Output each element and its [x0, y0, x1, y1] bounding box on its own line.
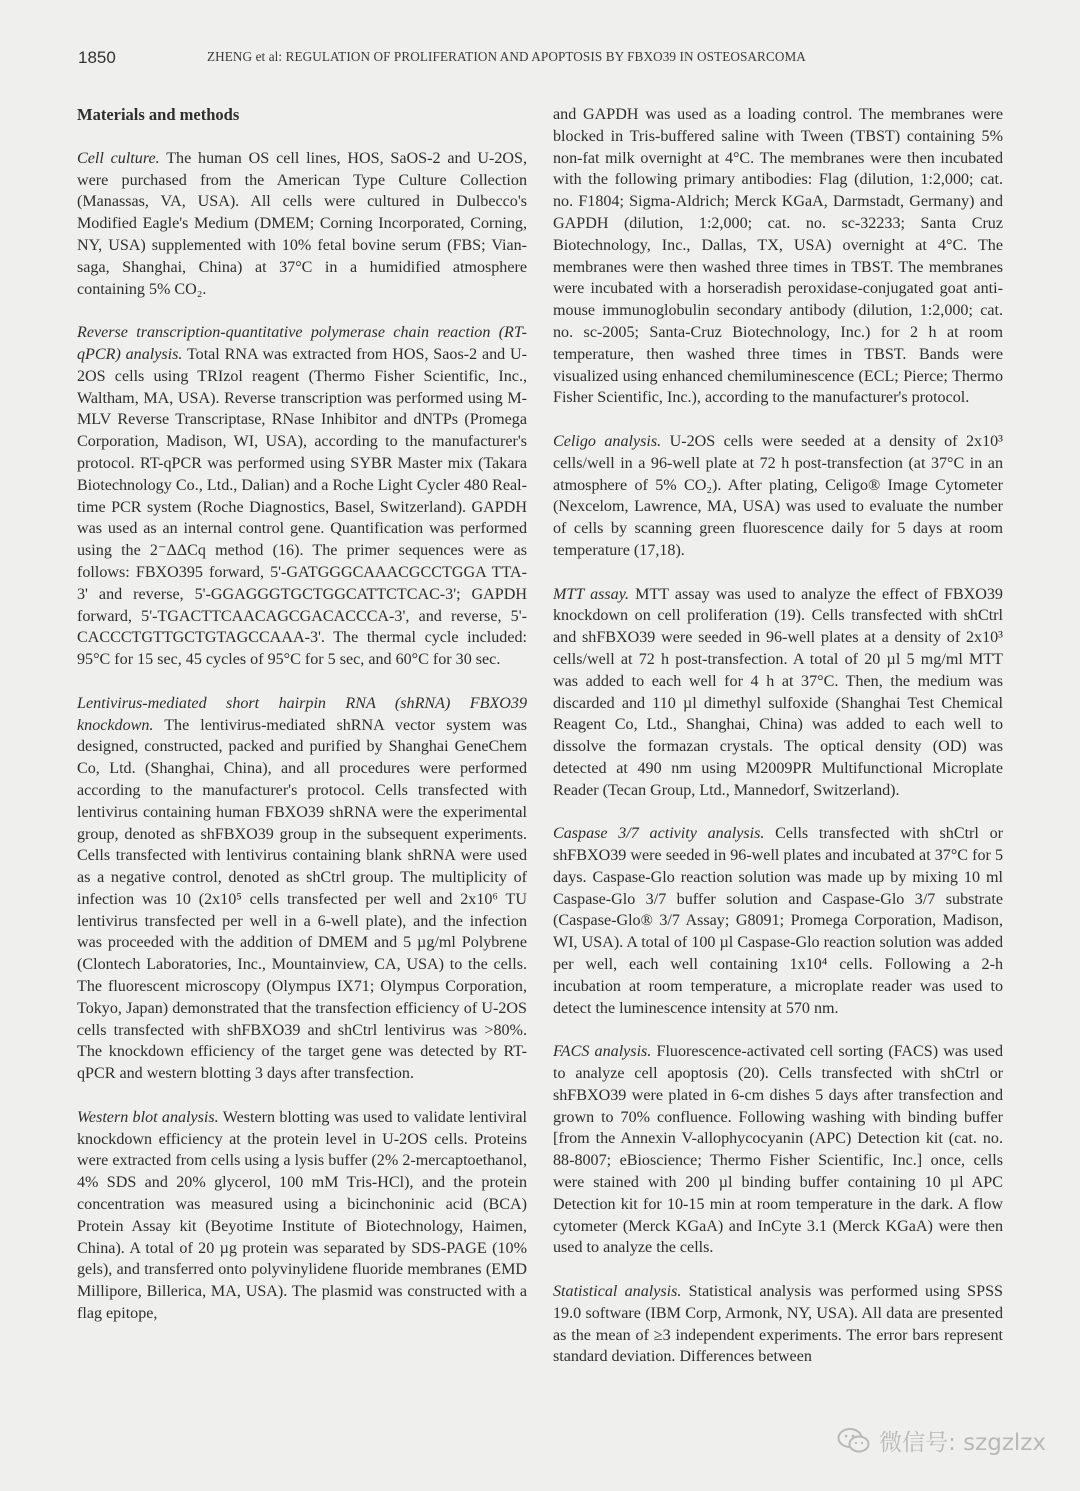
paragraph-rt-qpcr — [77, 322, 527, 671]
left-column — [77, 104, 527, 1347]
paragraph-cell-culture — [77, 148, 527, 301]
paragraph-caspase — [553, 823, 1003, 1019]
paragraph-lead: Statistical analysis. — [553, 1283, 682, 1301]
paragraph-text: Western blotting was used to validate lentiviral knockdown efficiency at the protein level in U-2OS cells. Proteins were extracted from cells using a lysis buffer (2% 2-mercaptoethanol, 4% SDS and 20% glycerol, 100 mM Tris-HCl), and the protein concentration was measured using a bicinchoninic acid (BCA) Protein Assay kit (Beyotime Institute of Biotechnology, Haimen, China). A total of 20 µg protein was separated by SDS-PAGE (10% gels), and transferred onto polyvinylidene fluoride membranes (EMD Millipore, Billerica, MA, USA). The plasmid was constructed with a flag epitope, — [77, 1108, 527, 1323]
right-column — [553, 104, 1003, 1390]
paragraph-lead: Celigo analysis. — [553, 432, 662, 450]
paragraph-western-blot — [77, 1107, 527, 1325]
paragraph-text: Statistical analysis was performed using SPSS 19.0 software (IBM Corp, Armonk, NY, USA). All data are presented as the mean of ≥3 independent experiments. The error bars represent standard deviation. Differences between — [553, 1283, 1003, 1366]
paragraph-shrna — [77, 693, 527, 1085]
paragraph-text: Total RNA was extracted from HOS, Saos-2 and U-2OS cells using TRIzol reagent (Thermo Fisher Scientific, Inc., Waltham, MA, USA). Reverse transcription was performed using M-MLV Reverse Transcriptase, RNase Inhibitor and dNTPs (Promega Corporation, Madison, WI, USA), according to the manufacturer's protocol. RT-qPCR was performed using SYBR Master mix (Takara Biotechnology Co., Ltd., Dalian) and a Roche Light Cycler 480 Real-time PCR system (Roche Diagnostics, Basel, Switzerland). GAPDH was used as an internal control gene. Quantification was performed using the 2⁻ΔΔCq method (16). The primer sequences were as follows: FBXO395 forward, 5'-GATGGGCAAACGCCTGGA TTA-3' and reverse, 5'-GGAGGGTGCTGGCATTCTCAC-3'; GAPDH forward, 5'-TGACTTCAACAGCGACACCCA-3', and reverse, 5'-CACCCTGTTGCTGTAGCCAAA-3'. The thermal cycle included: 95°C for 15 sec, 45 cycles of 95°C for 5 sec, and 60°C for 30 sec. — [77, 345, 527, 669]
page-number: 1850 — [78, 48, 116, 67]
watermark — [837, 1424, 1046, 1457]
paragraph-text: and GAPDH was used as a loading control. The membranes were blocked in Tris-buffered saline with Tween (TBST) containing 5% non-fat milk overnight at 4°C. The membranes were then incubated with the following primary antibodies: Flag (dilution, 1:2,000; cat. no. F1804; Sigma-Aldrich; Merck KGaA, Darmstadt, Germany) and GAPDH (dilution, 1:2,000; cat. no. sc-32233; Santa Cruz Biotechnology, Inc., Dallas, TX, USA) overnight at 4°C. The membranes were then washed three times in TBST. The membranes were incubated with a horseradish peroxidase-conjugated goat anti-mouse immunoglobulin secondary antibody (dilution, 1:2,000; cat. no. sc-2005; Santa-Cruz Biotechnology, Inc.) for 2 h at room temperature, then washed three times in TBST. Bands were visualized using enhanced chemiluminescence (ECL; Pierce; Thermo Fisher Scientific, Inc.), according to the manufacturer's protocol. — [553, 106, 1003, 407]
paragraph-text: The lentivirus-mediated shRNA vector system was designed, constructed, packed and purified by Shanghai GeneChem Co, Ltd. (Shanghai, China), and all procedures were performed according to the manufacturer's protocol. Cells transfected with lentivirus containing human FBXO39 shRNA were the experimental group, denoted as shFBXO39 group in the subsequent experiments. Cells transfected with lentivirus containing blank shRNA were used as a negative control, denoted as shCtrl group. The multiplicity of infection was 10 (2x10⁵ cells transfected per well and 2x10⁶ TU lentivirus transfected per well in a 6-well plate), and the infection was proceeded with the addition of DMEM and 5 µg/ml Polybrene (Clontech Laboratories, Inc., Mountainview, CA, USA) to the cells. The fluorescent microscopy (Olympus IX71; Olympus Corporation, Tokyo, Japan) demonstrated that the transfection efficiency of U-2OS cells transfected with shFBXO39 and shCtrl lentivirus was >80%. The knockdown efficiency of the target gene was detected by RT-qPCR and western blotting 3 days after transfection. — [77, 716, 527, 1083]
wechat-icon — [837, 1427, 871, 1455]
paragraph-celigo — [553, 431, 1003, 562]
paragraph-text: The human OS cell lines, HOS, SaOS-2 and U-2OS, were purchased from the American Type Culture Collection (Manassas, VA, USA). All cells were cultured in Dulbecco's Modified Eagle's Medium (DMEM; Corning Incorporated, Corning, NY, USA) supplemented with 10% fetal bovine serum (FBS; Vian-saga, Shanghai, China) at 37°C in a humidified atmosphere containing 5% CO₂. — [77, 149, 528, 298]
paragraph-lead: MTT assay. — [553, 585, 629, 603]
paragraph-lead: Reverse transcription-quantitative polymerase chain reaction (RT-qPCR) analysis. — [77, 324, 527, 363]
paragraph-lead: Caspase 3/7 activity analysis. — [553, 825, 765, 843]
paragraph-mtt — [553, 584, 1003, 802]
paragraph-statistics — [553, 1281, 1003, 1368]
paragraph-lead: Lentivirus-mediated short hairpin RNA (shRNA) FBXO39 knockdown. — [77, 694, 527, 734]
paragraph-text: Cells transfected with shCtrl or shFBXO39 were seeded in 96-well plates and incubated at 37°C for 5 days. Caspase-Glo reaction solution was made up by mixing 10 ml Caspase-Glo 3/7 buffer solution and Caspase-Glo 3/7 substrate (Caspase-Glo® 3/7 Assay; G8091; Promega Corporation, Madison, WI, USA). A total of 100 µl Caspase-Glo reaction solution was added per well, each well containing 1x10⁴ cells. Following a 2-h incubation at room temperature, a microplate reader was used to detect the luminescence intensity at 570 nm. — [553, 825, 1003, 1017]
section-heading: Materials and methods — [77, 105, 240, 124]
paragraph-lead: Cell culture. — [77, 149, 160, 167]
paragraph-text: Fluorescence-activated cell sorting (FACS) was used to analyze cell apoptosis (20). Cells transfected with shCtrl or shFBXO39 were plated in 6-cm dishes 5 days after transfection and grown to 70% confluence. Following washing with binding buffer [from the Annexin V-allophycocyanin (APC) Detection kit (cat. no. 88-8007; eBioscience; Thermo Fisher Scientific, Inc.] once, cells were stained with 200 µl binding buffer containing 10 µl APC Detection kit for 10-15 min at room temperature in the dark. A flow cytometer (Merck KGaA) and InCyte 3.1 (Merck KGaA) were then used to analyze the cells. — [553, 1043, 1003, 1257]
paragraph-text: U-2OS cells were seeded at a density of 2x10³ cells/well in a 96-well plate at 72 h post-transfection (at 37°C in an atmosphere of 5% CO₂). After plating, Celigo® Image Cytometer (Nexcelom, Lawrence, MA, USA) was used to evaluate the number of cells by scanning green fluorescence daily for 5 days at room temperature (17,18). — [553, 432, 1003, 559]
paragraph-facs — [553, 1041, 1003, 1259]
running-head: ZHENG et al: REGULATION OF PROLIFERATION AND APOPTOSIS BY FBXO39 IN OSTEOSARCOMA — [207, 49, 806, 64]
paragraph-lead: Western blot analysis. — [77, 1108, 219, 1126]
paragraph-lead: FACS analysis. — [553, 1043, 652, 1061]
paragraph-text: MTT assay was used to analyze the effect of FBXO39 knockdown on cell proliferation (19). Cells transfected with shCtrl and shFBXO39 were seeded in 96-well plates at a density of 2x10³ cells/well at 72 h post-transfection. A total of 20 µl 5 mg/ml MTT was added to each well for 4 h at 37°C. Then, the medium was discarded and 110 µl dimethyl sulfoxide (Shanghai Test Chemical Reagent Co, Ltd., Shanghai, China) was added to each well to dissolve the formazan crystals. The optical density (OD) was detected at 490 nm using M2009PR Multifunctional Microplate Reader (Tecan Group, Ltd., Mannedorf, Switzerland). — [553, 585, 1003, 799]
paragraph-western-continued — [553, 104, 1003, 409]
watermark-text: 微信号: szgzlzx — [879, 1430, 1046, 1456]
